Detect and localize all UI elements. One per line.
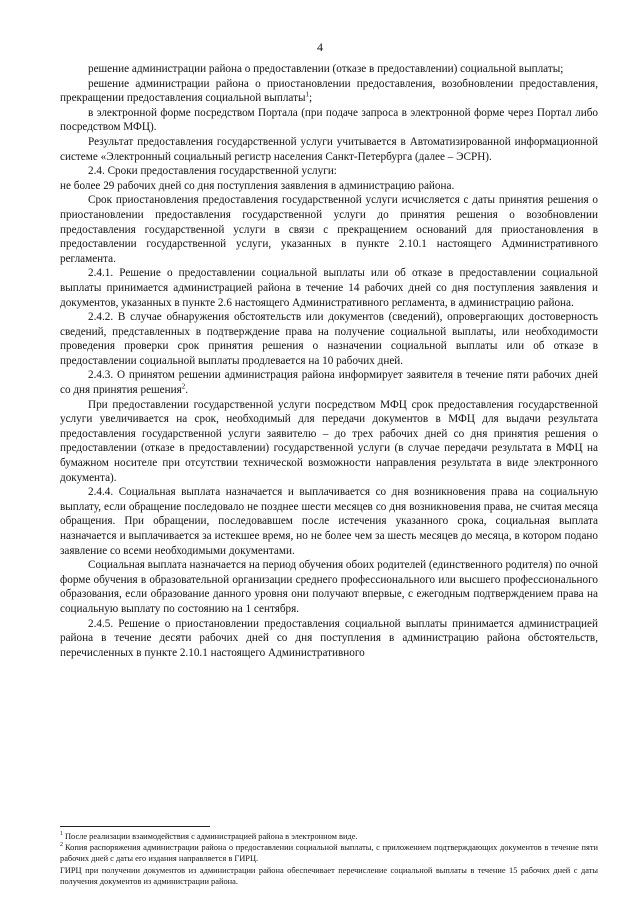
paragraph-decision-suspend xyxy=(60,77,598,106)
paragraph-electronic-form: в электронной форме посредством Портала (при подаче запроса в электронной форме через Портал либо посредством МФЦ). xyxy=(60,106,598,134)
footnote-2-continuation xyxy=(60,865,598,887)
footnote-divider xyxy=(60,826,210,827)
footnote-2 xyxy=(60,842,598,864)
paragraph-2-4-4: 2.4.4. Социальная выплата назначается и выплачивается со дня возникновения права на социальную выплату, если обращение последовало не позднее шести месяцев со дня возникновения права, не считая месяца обращения. При обращении, последовавшем после истечения указанного срока, социальная выплата назначается и выплачивается за истекшее время, но не более чем за шесть месяцев до месяца, в котором подано заявление со всеми необходимыми документами. xyxy=(60,486,598,557)
paragraph-2-4-2: 2.4.2. В случае обнаружения обстоятельств или документов (сведений), опровергающих достоверность сведений, представленных в подтверждение права на получение социальной выплаты, или необходимости проведения проверки срок принятия решения о назначении социальной выплаты или об отказе в предоставлении социальной выплаты продлевается на 10 рабочих дней. xyxy=(60,311,598,367)
footnote-ref-2: 2 xyxy=(181,382,186,391)
footnote-text: Копия распоряжения администрации района о предоставлении социальной выплаты, с приложением подтверждающих документов в течение пяти рабочих дней с даты его издания направляется в ГИРЦ. xyxy=(60,843,598,864)
document-body xyxy=(60,62,598,660)
footnote-text: После реализации взаимодействия с администрацией района в электронном виде. xyxy=(65,832,358,841)
footnote-number: 1 xyxy=(60,831,63,838)
footnote-text: ГИРЦ при получении документов из администрации района обеспечивает перечисление социальной выплаты в течение 15 рабочих дней с даты получения документов из администрации района. xyxy=(60,865,598,886)
punctuation: ; xyxy=(309,92,313,105)
paragraph-2-4-5: 2.4.5. Решение о приостановлении предоставления социальной выплаты принимается администрацией района в течение десяти рабочих дней со дня поступления в администрацию района обстоятельств, перечисленных в пункте 2.10.1 настоящего Административного xyxy=(60,617,598,659)
footnote-1 xyxy=(60,831,598,842)
paragraph-text: решение администрации района о приостановлении предоставления, возобновлении предоставления, прекращении предоставления социальной выплаты xyxy=(60,77,598,105)
paragraph-2-4-1: 2.4.1. Решение о предоставлении социальной выплаты или об отказе в предоставлении социальной выплаты принимается администрацией района в течение 14 рабочих дней со дня поступления заявления и документов, указанных в пункте 2.6 настоящего Административного регламента, в администрацию района. xyxy=(60,267,598,309)
section-heading-2-4: 2.4. Сроки предоставления государственной услуги: xyxy=(88,165,337,178)
footnote-number: 2 xyxy=(60,842,63,849)
paragraph-esrn: Результат предоставления государственной услуги учитывается в Автоматизированной информационной системе «Электронный социальный регистр населения Санкт-Петербурга (далее – ЭСРН). xyxy=(60,135,598,163)
footnote-ref-1: 1 xyxy=(305,90,309,99)
punctuation: . xyxy=(185,384,189,397)
paragraph-decision-grant: решение администрации района о предоставлении (отказе в предоставлении) социальной выплаты; xyxy=(88,63,564,75)
paragraph-2-4-3 xyxy=(60,368,598,397)
paragraph-text: 2.4.3. О принятом решении администрация района информирует заявителя в течение пяти рабочих дней со дня принятия решения xyxy=(60,369,598,397)
paragraph-suspension-term: Срок приостановления предоставления государственной услуги исчисляется с даты принятия решения о приостановлении предоставления государственной услуги до принятия решения о возобновлении предоставления государственной услуги в связи с прекращением оснований для приостановления в предоставлении государственной услуги, указанных в пункте 2.10.1 настоящего Административного регламента. xyxy=(60,194,598,265)
page-number: 4 xyxy=(317,40,323,54)
paragraph-29-days: не более 29 рабочих дней со дня поступления заявления в администрацию района. xyxy=(60,179,455,192)
paragraph-study-period: Социальная выплата назначается на период обучения обоих родителей (единственного родителя) по очной форме обучения в образовательной организации среднего профессионального или высшего профессионального образования, если образование данного уровня они получают впервые, с ежегодным подтверждением права на социальную выплату по состоянию на 1 сентября. xyxy=(60,559,598,615)
paragraph-mfc: При предоставлении государственной услуги посредством МФЦ срок предоставления государственной услуги увеличивается на срок, необходимый для передачи документов в МФЦ для выдачи результата предоставления государственной услуги заявителю – до трех рабочих дней со дня принятия решения о предоставлении (отказе в предоставлении) государственной услуги (в случае передачи результата в МФЦ на бумажном носителе при отсутствии технической возможности направления результата в виде электронного документа). xyxy=(60,398,598,484)
footnotes xyxy=(60,831,598,887)
